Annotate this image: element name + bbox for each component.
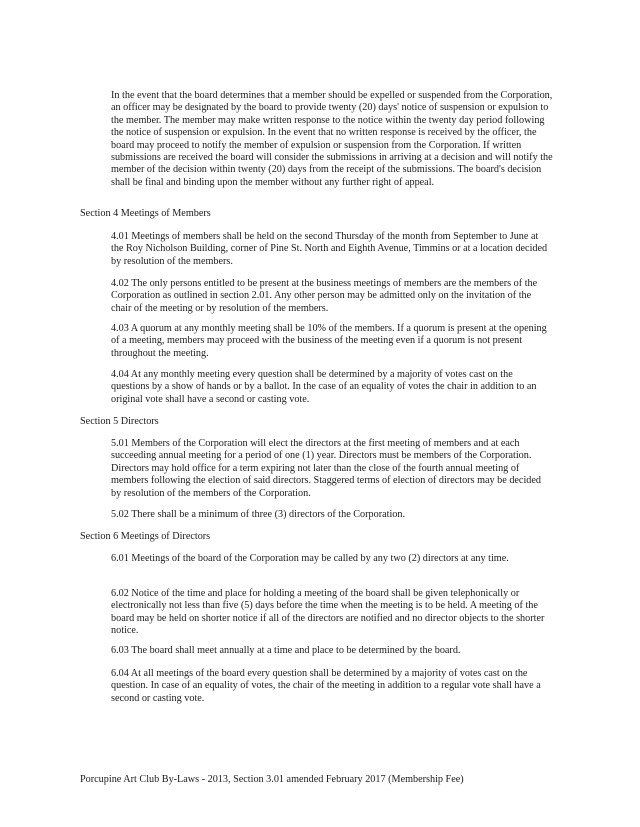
clause-6-03: 6.03 The board shall meet annually at a time and place to be determined by the board. — [111, 645, 461, 656]
clause-6-04: 6.04 At all meetings of the board every question shall be determined by a majority of votes cast on the question. In case of an equality of votes, the chair of the meeting in addition to a regular vote shall have a second or casting vote. — [111, 668, 541, 704]
section-4-heading: Section 4 Meetings of Members — [80, 208, 211, 219]
clause-6-01: 6.01 Meetings of the board of the Corporation may be called by any two (2) directors at any time. — [111, 553, 509, 564]
page-footer: Porcupine Art Club By-Laws - 2013, Section 3.01 amended February 2017 (Membership Fee) — [80, 774, 464, 785]
clause-5-01: 5.01 Members of the Corporation will elect the directors at the first meeting of members and at each succeeding annual meeting for a period of one (1) year. Directors must be members of the Corporation. Directors may hold office for a term expiring not later than the close of the fourth annual meeting of members following the election of said directors. Staggered terms of election of directors may be decided by resolution of the members of the Corporation. — [111, 438, 541, 499]
clause-6-02: 6.02 Notice of the time and place for holding a meeting of the board shall be given telephonically or electronically not less than five (5) days before the time when the meeting is to be held. A meeting of the board may be held on shorter notice if all of the directors are notified and no director objects to the shorter notice. — [111, 588, 545, 637]
clause-4-04: 4.04 At any monthly meeting every question shall be determined by a majority of votes cast on the questions by a show of hands or by a ballot. In the case of an equality of votes the chair in addition to an original vote shall have a second or casting vote. — [111, 369, 537, 405]
clause-5-02: 5.02 There shall be a minimum of three (3) directors of the Corporation. — [111, 509, 406, 520]
section-5-heading: Section 5 Directors — [80, 416, 159, 427]
intro-paragraph: In the event that the board determines that a member should be expelled or suspended from the Corporation, an officer may be designated by the board to provide twenty (20) days' notice of suspension or expulsion to the member. The member may make written response to the notice within the twenty day period following the notice of suspension or expulsion. In the event that no written response is received by the officer, the board may proceed to notify the member of expulsion or suspension from the Corporation. If written submissions are received the board will consider the submissions in arriving at a decision and will notify the member of the decision within twenty (20) days from the receipt of the submissions. The board's decision shall be final and binding upon the member without any further right of appeal. — [111, 90, 553, 188]
clause-4-01: 4.01 Meetings of members shall be held on the second Thursday of the month from September to June at the Roy Nicholson Building, corner of Pine St. North and Eighth Avenue, Timmins or at a location decided by resolution of the members. — [111, 231, 548, 267]
section-6-heading: Section 6 Meetings of Directors — [80, 531, 211, 542]
clause-4-02: 4.02 The only persons entitled to be present at the business meetings of members are the members of the Corporation as outlined in section 2.01. Any other person may be admitted only on the invitation of the chair of the meeting or by resolution of the members. — [111, 278, 538, 314]
clause-4-03: 4.03 A quorum at any monthly meeting shall be 10% of the members. If a quorum is present at the opening of a meeting, members may proceed with the business of the meeting even if a quorum is not present throughout the meeting. — [111, 323, 547, 359]
